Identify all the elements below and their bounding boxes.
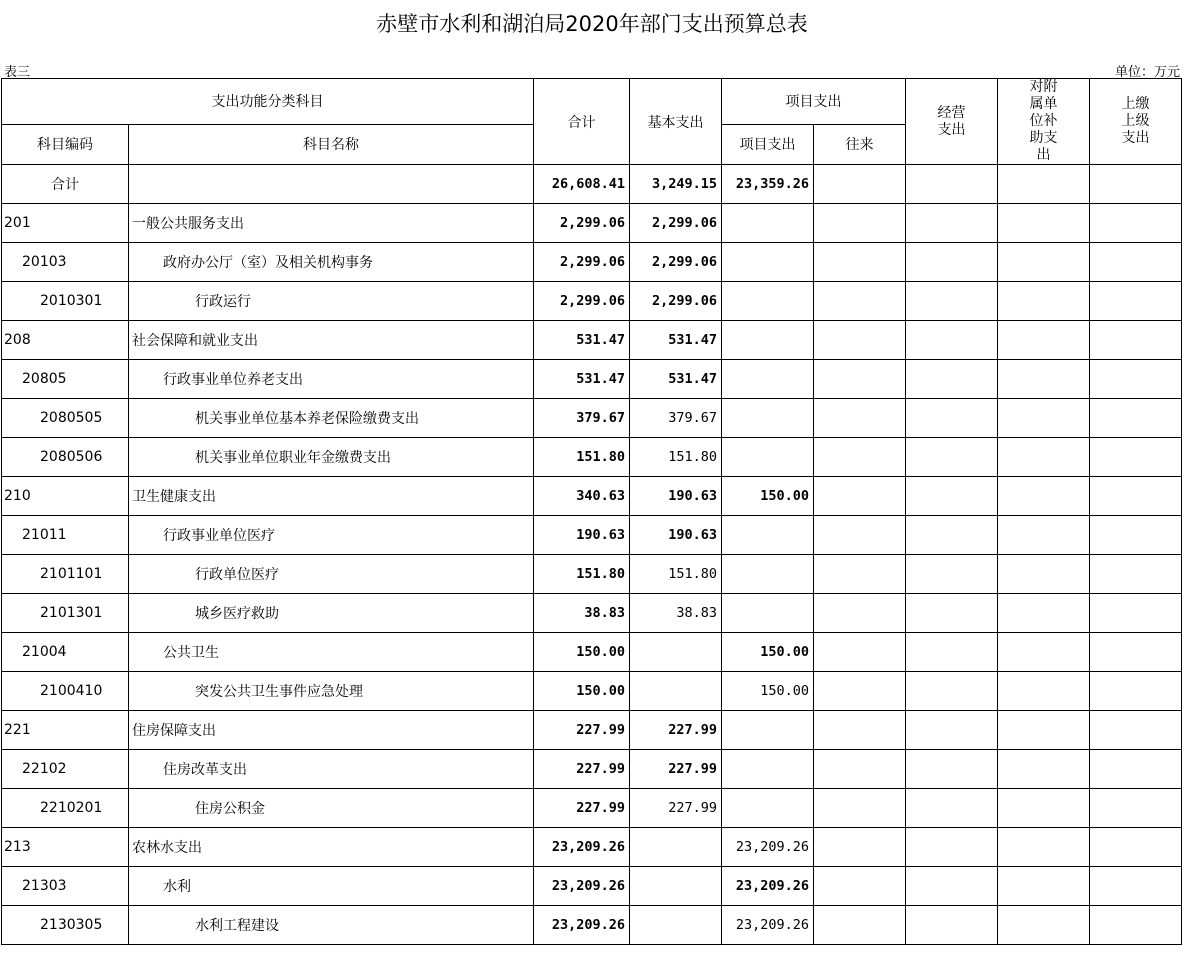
upper-cell [1090,555,1182,594]
total-cell: 150.00 [534,633,630,672]
page-title: 赤壁市水利和湖泊局2020年部门支出预算总表 [376,12,808,36]
total-cell: 531.47 [534,360,630,399]
project-cell [722,711,814,750]
transfer-cell [814,399,906,438]
name-cell: 机关事业单位基本养老保险缴费支出 [129,399,534,438]
basic-cell: 2,299.06 [630,282,722,321]
table-row [2,399,1182,438]
project-cell [722,360,814,399]
upper-cell [1090,633,1182,672]
basic-cell: 3,249.15 [630,165,722,204]
name-cell: 社会保障和就业支出 [129,321,534,360]
transfer-cell [814,555,906,594]
transfer-cell [814,828,906,867]
header-func-class: 支出功能分类科目 [2,79,534,125]
table-row [2,867,1182,906]
subsidiary-cell [998,867,1090,906]
table-row [2,321,1182,360]
upper-cell [1090,789,1182,828]
table-row [2,204,1182,243]
upper-cell [1090,243,1182,282]
header-project-group: 项目支出 [722,79,906,125]
basic-cell: 531.47 [630,360,722,399]
code-cell: 20805 [2,360,129,399]
upper-cell [1090,165,1182,204]
table-row [2,711,1182,750]
code-cell: 2101101 [2,555,129,594]
table-number: 表三 [4,65,31,80]
subsidiary-cell [998,672,1090,711]
name-cell: 行政单位医疗 [129,555,534,594]
total-cell: 531.47 [534,321,630,360]
code-cell: 210 [2,477,129,516]
project-cell [722,321,814,360]
code-cell: 2100410 [2,672,129,711]
name-cell: 公共卫生 [129,633,534,672]
upper-cell [1090,867,1182,906]
operating-cell [906,672,998,711]
project-cell [722,516,814,555]
upper-cell [1090,282,1182,321]
operating-cell [906,789,998,828]
name-cell: 水利工程建设 [129,906,534,945]
basic-cell: 151.80 [630,555,722,594]
project-cell [722,243,814,282]
basic-cell [630,633,722,672]
code-cell: 221 [2,711,129,750]
transfer-cell [814,282,906,321]
subsidiary-cell [998,594,1090,633]
header-upper-text: 上缴上级支出 [1121,96,1150,146]
upper-cell [1090,906,1182,945]
subsidiary-cell [998,750,1090,789]
operating-cell [906,438,998,477]
project-cell [722,438,814,477]
name-cell: 卫生健康支出 [129,477,534,516]
upper-cell [1090,672,1182,711]
transfer-cell [814,906,906,945]
operating-cell [906,750,998,789]
header-subsidiary-text: 对附属单位补助支出 [1029,79,1058,163]
total-cell: 2,299.06 [534,282,630,321]
code-cell: 2210201 [2,789,129,828]
name-cell [129,165,534,204]
operating-cell [906,477,998,516]
code-cell: 213 [2,828,129,867]
subsidiary-cell [998,828,1090,867]
basic-cell: 227.99 [630,711,722,750]
basic-cell [630,828,722,867]
subsidiary-cell [998,321,1090,360]
transfer-cell [814,672,906,711]
table-row [2,282,1182,321]
upper-cell [1090,711,1182,750]
table-header [2,79,1182,165]
operating-cell [906,711,998,750]
subsidiary-cell [998,906,1090,945]
project-cell: 23,209.26 [722,867,814,906]
total-cell: 227.99 [534,711,630,750]
total-cell: 227.99 [534,750,630,789]
subsidiary-cell [998,711,1090,750]
transfer-cell [814,867,906,906]
table-row [2,750,1182,789]
total-cell: 190.63 [534,516,630,555]
basic-cell: 190.63 [630,516,722,555]
upper-cell [1090,750,1182,789]
table-row [2,555,1182,594]
code-cell: 21303 [2,867,129,906]
operating-cell [906,204,998,243]
operating-cell [906,360,998,399]
header-upper [1090,79,1182,165]
name-cell: 农林水支出 [129,828,534,867]
project-cell: 23,209.26 [722,828,814,867]
code-cell: 2130305 [2,906,129,945]
transfer-cell [814,711,906,750]
table-row [2,906,1182,945]
table-row [2,477,1182,516]
table-row [2,672,1182,711]
basic-cell: 531.47 [630,321,722,360]
total-cell: 151.80 [534,555,630,594]
subsidiary-cell [998,555,1090,594]
project-cell [722,594,814,633]
header-transfer: 往来 [814,124,906,164]
operating-cell [906,633,998,672]
name-cell: 行政事业单位养老支出 [129,360,534,399]
upper-cell [1090,321,1182,360]
basic-cell [630,867,722,906]
table-body [2,165,1182,945]
subsidiary-cell [998,243,1090,282]
code-cell: 合计 [2,165,129,204]
header-total: 合计 [534,79,630,165]
transfer-cell [814,789,906,828]
project-cell [722,789,814,828]
total-cell: 23,209.26 [534,867,630,906]
operating-cell [906,594,998,633]
operating-cell [906,165,998,204]
upper-cell [1090,594,1182,633]
project-cell [722,204,814,243]
basic-cell: 227.99 [630,789,722,828]
basic-cell: 379.67 [630,399,722,438]
name-cell: 突发公共卫生事件应急处理 [129,672,534,711]
subsidiary-cell [998,633,1090,672]
subsidiary-cell [998,399,1090,438]
transfer-cell [814,321,906,360]
project-cell: 23,359.26 [722,165,814,204]
subsidiary-cell [998,438,1090,477]
total-cell: 340.63 [534,477,630,516]
basic-cell [630,906,722,945]
table-row [2,633,1182,672]
total-cell: 23,209.26 [534,828,630,867]
basic-cell: 2,299.06 [630,204,722,243]
table-row [2,594,1182,633]
subsidiary-cell [998,282,1090,321]
operating-cell [906,906,998,945]
upper-cell [1090,516,1182,555]
transfer-cell [814,438,906,477]
basic-cell: 227.99 [630,750,722,789]
code-cell: 20103 [2,243,129,282]
table-row [2,789,1182,828]
operating-cell [906,516,998,555]
table-row [2,165,1182,204]
total-cell: 2,299.06 [534,243,630,282]
project-cell [722,750,814,789]
basic-cell: 190.63 [630,477,722,516]
project-cell: 150.00 [722,477,814,516]
transfer-cell [814,165,906,204]
total-cell: 23,209.26 [534,906,630,945]
table-row [2,828,1182,867]
basic-cell: 2,299.06 [630,243,722,282]
table-row [2,438,1182,477]
table-row [2,243,1182,282]
total-cell: 38.83 [534,594,630,633]
total-cell: 2,299.06 [534,204,630,243]
total-cell: 379.67 [534,399,630,438]
total-cell: 26,608.41 [534,165,630,204]
upper-cell [1090,399,1182,438]
subsidiary-cell [998,477,1090,516]
header-basic: 基本支出 [630,79,722,165]
code-cell: 2080505 [2,399,129,438]
transfer-cell [814,750,906,789]
name-cell: 机关事业单位职业年金缴费支出 [129,438,534,477]
subsidiary-cell [998,165,1090,204]
upper-cell [1090,828,1182,867]
transfer-cell [814,360,906,399]
code-cell: 2101301 [2,594,129,633]
project-cell: 150.00 [722,633,814,672]
unit-label: 单位：万元 [1114,65,1180,80]
budget-table [1,78,1182,945]
header-project: 项目支出 [722,124,814,164]
operating-cell [906,321,998,360]
code-cell: 21011 [2,516,129,555]
basic-cell: 38.83 [630,594,722,633]
operating-cell [906,282,998,321]
table-row [2,516,1182,555]
name-cell: 政府办公厅（室）及相关机构事务 [129,243,534,282]
code-cell: 2080506 [2,438,129,477]
name-cell: 城乡医疗救助 [129,594,534,633]
operating-cell [906,867,998,906]
name-cell: 住房改革支出 [129,750,534,789]
upper-cell [1090,360,1182,399]
name-cell: 住房保障支出 [129,711,534,750]
transfer-cell [814,477,906,516]
subsidiary-cell [998,516,1090,555]
transfer-cell [814,633,906,672]
code-cell: 22102 [2,750,129,789]
operating-cell [906,243,998,282]
code-cell: 21004 [2,633,129,672]
code-cell: 201 [2,204,129,243]
subsidiary-cell [998,360,1090,399]
subsidiary-cell [998,204,1090,243]
project-cell [722,555,814,594]
transfer-cell [814,243,906,282]
total-cell: 227.99 [534,789,630,828]
project-cell [722,399,814,438]
transfer-cell [814,516,906,555]
name-cell: 行政事业单位医疗 [129,516,534,555]
transfer-cell [814,204,906,243]
total-cell: 150.00 [534,672,630,711]
header-code: 科目编码 [2,124,129,164]
operating-cell [906,399,998,438]
transfer-cell [814,594,906,633]
name-cell: 一般公共服务支出 [129,204,534,243]
table-row [2,360,1182,399]
name-cell: 行政运行 [129,282,534,321]
name-cell: 住房公积金 [129,789,534,828]
code-cell: 2010301 [2,282,129,321]
upper-cell [1090,477,1182,516]
upper-cell [1090,204,1182,243]
header-subsidiary [998,79,1090,165]
code-cell: 208 [2,321,129,360]
project-cell: 23,209.26 [722,906,814,945]
header-name: 科目名称 [129,124,534,164]
name-cell: 水利 [129,867,534,906]
upper-cell [1090,438,1182,477]
total-cell: 151.80 [534,438,630,477]
operating-cell [906,555,998,594]
subsidiary-cell [998,789,1090,828]
basic-cell: 151.80 [630,438,722,477]
project-cell: 150.00 [722,672,814,711]
header-operating-text: 经营支出 [937,104,966,138]
operating-cell [906,828,998,867]
project-cell [722,282,814,321]
header-operating [906,79,998,165]
basic-cell [630,672,722,711]
